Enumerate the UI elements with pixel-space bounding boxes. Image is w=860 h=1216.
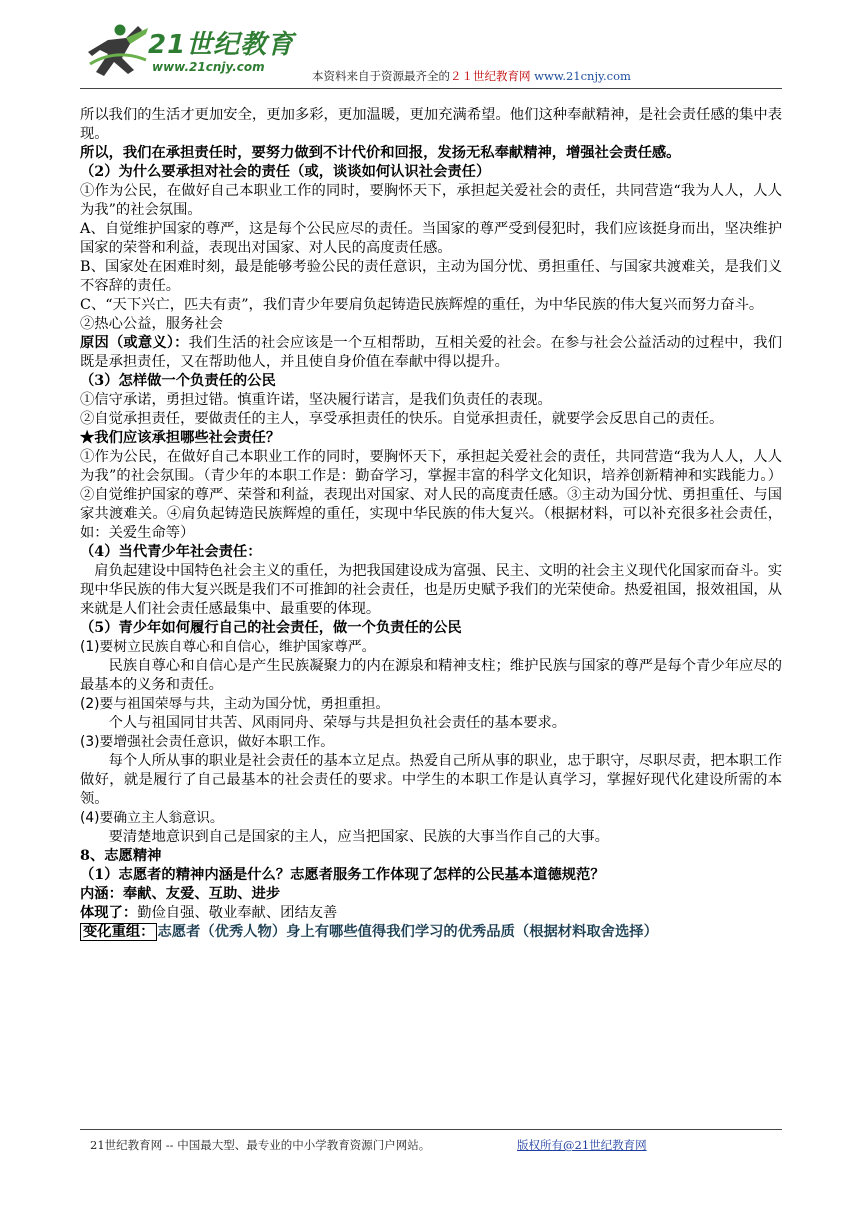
embody-label: 体现了： bbox=[80, 905, 138, 921]
reason-label: 原因（或意义）： bbox=[80, 335, 189, 351]
footer-text: 21世纪教育网 -- 中国最大型、最专业的中小学教育资源门户网站。 bbox=[90, 1138, 431, 1152]
embody-text: 勤俭自强、敬业奉献、团结友善 bbox=[137, 905, 338, 921]
list-item-heading: (3)要增强社会责任意识，做好本职工作。 bbox=[80, 734, 335, 750]
section-heading: （4）当代青少年社会责任： bbox=[80, 544, 262, 560]
paragraph: A、自觉维护国家的尊严，这是每个公民应尽的责任。当国家的尊严受到侵犯时，我们应该挺身而出，坚决维护国家的荣誉和利益，表现出对国家、对人民的高度责任感。 bbox=[80, 221, 782, 256]
section-heading: （1）志愿者的精神内涵是什么？志愿者服务工作体现了怎样的公民基本道德规范？ bbox=[80, 867, 605, 883]
section-heading: ★我们应该承担哪些社会责任？ bbox=[80, 430, 281, 446]
paragraph: 要清楚地意识到自己是国家的主人，应当把国家、民族的大事当作自己的大事。 bbox=[108, 829, 609, 845]
paragraph: ②自觉承担责任，要做责任的主人，享受承担责任的快乐。自觉承担责任，就要学会反思自己的责任。 bbox=[80, 411, 724, 427]
section-heading: （5）青少年如何履行自己的社会责任，做一个负责任的公民 bbox=[80, 620, 462, 636]
paragraph: C、“天下兴亡，匹夫有责”，我们青少年要肩负起铸造民族辉煌的重任，为中华民族的伟大复兴而努力奋斗。 bbox=[80, 297, 764, 313]
header-divider bbox=[80, 88, 782, 89]
paragraph bbox=[80, 923, 782, 942]
header-note-prefix: 本资料来自于资源最齐全的 bbox=[312, 69, 450, 83]
header-note bbox=[312, 68, 631, 84]
header-note-brand[interactable]: ２１世纪教育网 bbox=[450, 69, 531, 83]
list-item-heading: (4)要确立主人翁意识。 bbox=[80, 810, 224, 826]
paragraph: ①作为公民，在做好自己本职业工作的同时，要胸怀天下，承担起关爱社会的责任，共同营造“我为人人，人人为我”的社会氛围。（青少年的本职工作是：勤奋学习，掌握丰富的科学文化知识，培养创新精神和实践能力。）②自觉维护国家的尊严、荣誉和利益，表现出对国家、对人民的高度责任感。③主动为国分忧、勇担重任、与国家共渡难关。④肩负起铸造民族辉煌的重任，实现中华民族的伟大复兴。（根据材料，可以补充很多社会责任，如：关爱生命等） bbox=[80, 449, 782, 541]
paragraph: ①作为公民，在做好自己本职业工作的同时，要胸怀天下，承担起关爱社会的责任，共同营造“我为人人，人人为我”的社会氛围。 bbox=[80, 183, 782, 218]
paragraph bbox=[80, 904, 782, 923]
paragraph: 个人与祖国同甘共苦、风雨同舟、荣辱与共是担负社会责任的基本要求。 bbox=[108, 715, 567, 731]
paragraph: 所以我们的生活才更加安全，更加多彩，更加温暖，更加充满希望。他们这种奉献精神，是社会责任感的集中表现。 bbox=[80, 107, 782, 142]
paragraph: 每个人所从事的职业是社会责任的基本立足点。热爱自己所从事的职业，忠于职守，尽职尽责，把本职工作做好，就是履行了自己最基本的社会责任的要求。中学生的本职工作是认真学习，掌握好现代化建设所需的本领。 bbox=[80, 753, 782, 807]
footer bbox=[90, 1137, 647, 1153]
variation-label: 变化重组： bbox=[80, 923, 157, 941]
logo-url: www.21cnjy.com bbox=[152, 60, 265, 74]
section-heading: （3）怎样做一个负责任的公民 bbox=[80, 373, 276, 389]
variation-text: 志愿者（优秀人物）身上有哪些值得我们学习的优秀品质（根据材料取舍选择） bbox=[157, 924, 658, 940]
paragraph: ①信守承诺，勇担过错。慎重许诺，坚决履行诺言，是我们负责任的表现。 bbox=[80, 392, 552, 408]
list-item-heading: (1)要树立民族自尊心和自信心，维护国家尊严。 bbox=[80, 639, 376, 655]
paragraph-bold: 所以，我们在承担责任时，要努力做到不计代价和回报，发扬无私奉献精神，增强社会责任感。 bbox=[80, 145, 681, 161]
copyright-link[interactable]: 版权所有@21世纪教育网 bbox=[517, 1138, 647, 1152]
document-body bbox=[80, 106, 782, 942]
list-item-heading: (2)要与祖国荣辱与共，主动为国分忧，勇担重担。 bbox=[80, 696, 390, 712]
section-heading: （2）为什么要承担对社会的责任（或，谈谈如何认识社会责任） bbox=[80, 164, 491, 180]
paragraph bbox=[80, 334, 782, 372]
paragraph: B、国家处在困难时刻，最是能够考验公民的责任意识，主动为国分忧、勇担重任、与国家共渡难关，是我们义不容辞的责任。 bbox=[80, 259, 782, 294]
logo-title: 21世纪教育 bbox=[148, 30, 295, 60]
site-logo[interactable] bbox=[86, 20, 296, 82]
reason-text: 我们生活的社会应该是一个互相帮助，互相关爱的社会。在参与社会公益活动的过程中，我们既是承担责任，又在帮助他人，并且使自身价值在奉献中得以提升。 bbox=[80, 335, 783, 370]
paragraph: 肩负起建设中国特色社会主义的重任，为把我国建设成为富强、民主、文明的社会主义现代化国家而奋斗。实现中华民族的伟大复兴既是我们不可推卸的社会责任，也是历史赋予我们的光荣使命。热爱祖国，报效祖国，从来就是人们社会责任感最集中、最重要的体现。 bbox=[80, 563, 782, 617]
footer-divider bbox=[80, 1129, 782, 1130]
paragraph: ②热心公益，服务社会 bbox=[80, 316, 223, 332]
paragraph: 民族自尊心和自信心是产生民族凝聚力的内在源泉和精神支柱；维护民族与国家的尊严是每个青少年应尽的最基本的义务和责任。 bbox=[80, 658, 782, 693]
header-note-url[interactable]: www.21cnjy.com bbox=[534, 69, 631, 83]
section-heading: 8、志愿精神 bbox=[80, 848, 162, 864]
paragraph-bold: 内涵：奉献、友爱、互助、进步 bbox=[80, 886, 281, 902]
